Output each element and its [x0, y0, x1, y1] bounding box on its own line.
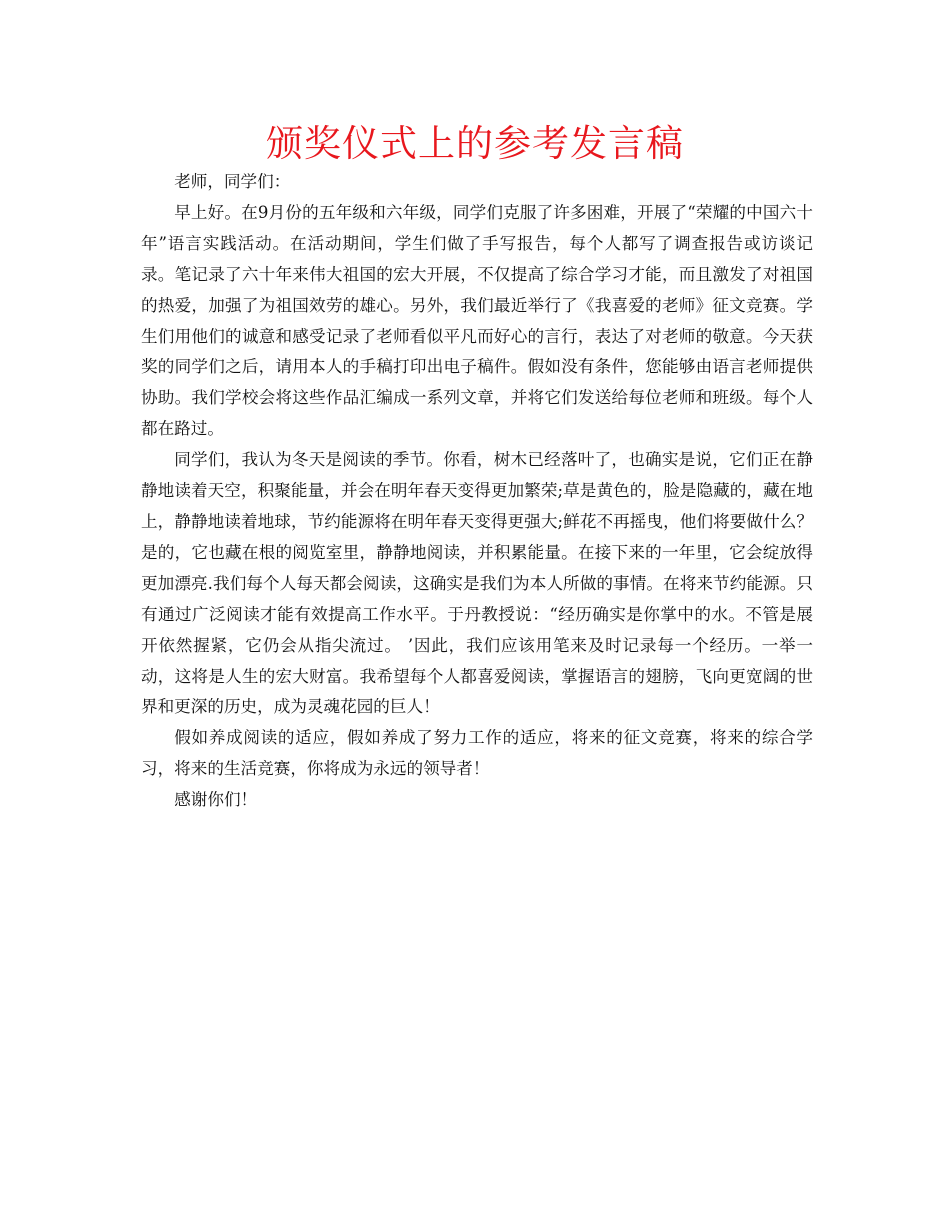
paragraph-3: 假如养成阅读的适应，假如养成了努力工作的适应，将来的征文竞赛，将来的综合学习，将来的生活竞赛，你将成为永远的领导者！	[141, 728, 813, 779]
paragraph-2: 同学们，我认为冬天是阅读的季节。你看，树木已经落叶了，也确实是说，它们正在静静地读着天空，积聚能量，并会在明年春天变得更加繁荣;草是黄色的，脸是隐藏的，藏在地上，静静地读着地球，节约能源将在明年春天变得更强大;鲜花不再摇曳，他们将要做什么？是的，它也藏在根的阅览室里，静静地阅读，并积累能量。在接下来的一年里，它会绽放得更加漂亮.我们每个人每天都会阅读，这确实是我们为本人所做的事情。在将来节约能源。只有通过广泛阅读才能有效提高工作水平。于丹教授说：“经历确实是你掌中的水。不管是展开依然握紧，它仍会从指尖流过。 ’因此，我们应该用笔来及时记录每一个经历。一举一动，这将是人生的宏大财富。我希望每个人都喜爱阅读，掌握语言的翅膀，飞向更宽阔的世界和更深的历史，成为灵魂花园的巨人！	[141, 450, 813, 717]
document-body	[141, 167, 813, 816]
greeting: 老师，同学们：	[174, 172, 291, 191]
document-title: 颁奖仪式上的参考发言稿	[266, 122, 684, 165]
paragraph-1: 早上好。在9月份的五年级和六年级，同学们克服了许多困难，开展了“荣耀的中国六十年”语言实践活动。在活动期间，学生们做了手写报告，每个人都写了调查报告或访谈记录。笔记录了六十年来伟大祖国的宏大开展，不仅提高了综合学习才能，而且激发了对祖国的热爱，加强了为祖国效劳的雄心。另外，我们最近举行了《我喜爱的老师》征文竞赛。学生们用他们的诚意和感受记录了老师看似平凡而好心的言行，表达了对老师的敬意。今天获奖的同学们之后，请用本人的手稿打印出电子稿件。假如没有条件，您能够由语言老师提供协助。我们学校会将这些作品汇编成一系列文章，并将它们发送给每位老师和班级。每个人都在路过。	[141, 202, 813, 439]
closing: 感谢你们！	[174, 790, 258, 810]
